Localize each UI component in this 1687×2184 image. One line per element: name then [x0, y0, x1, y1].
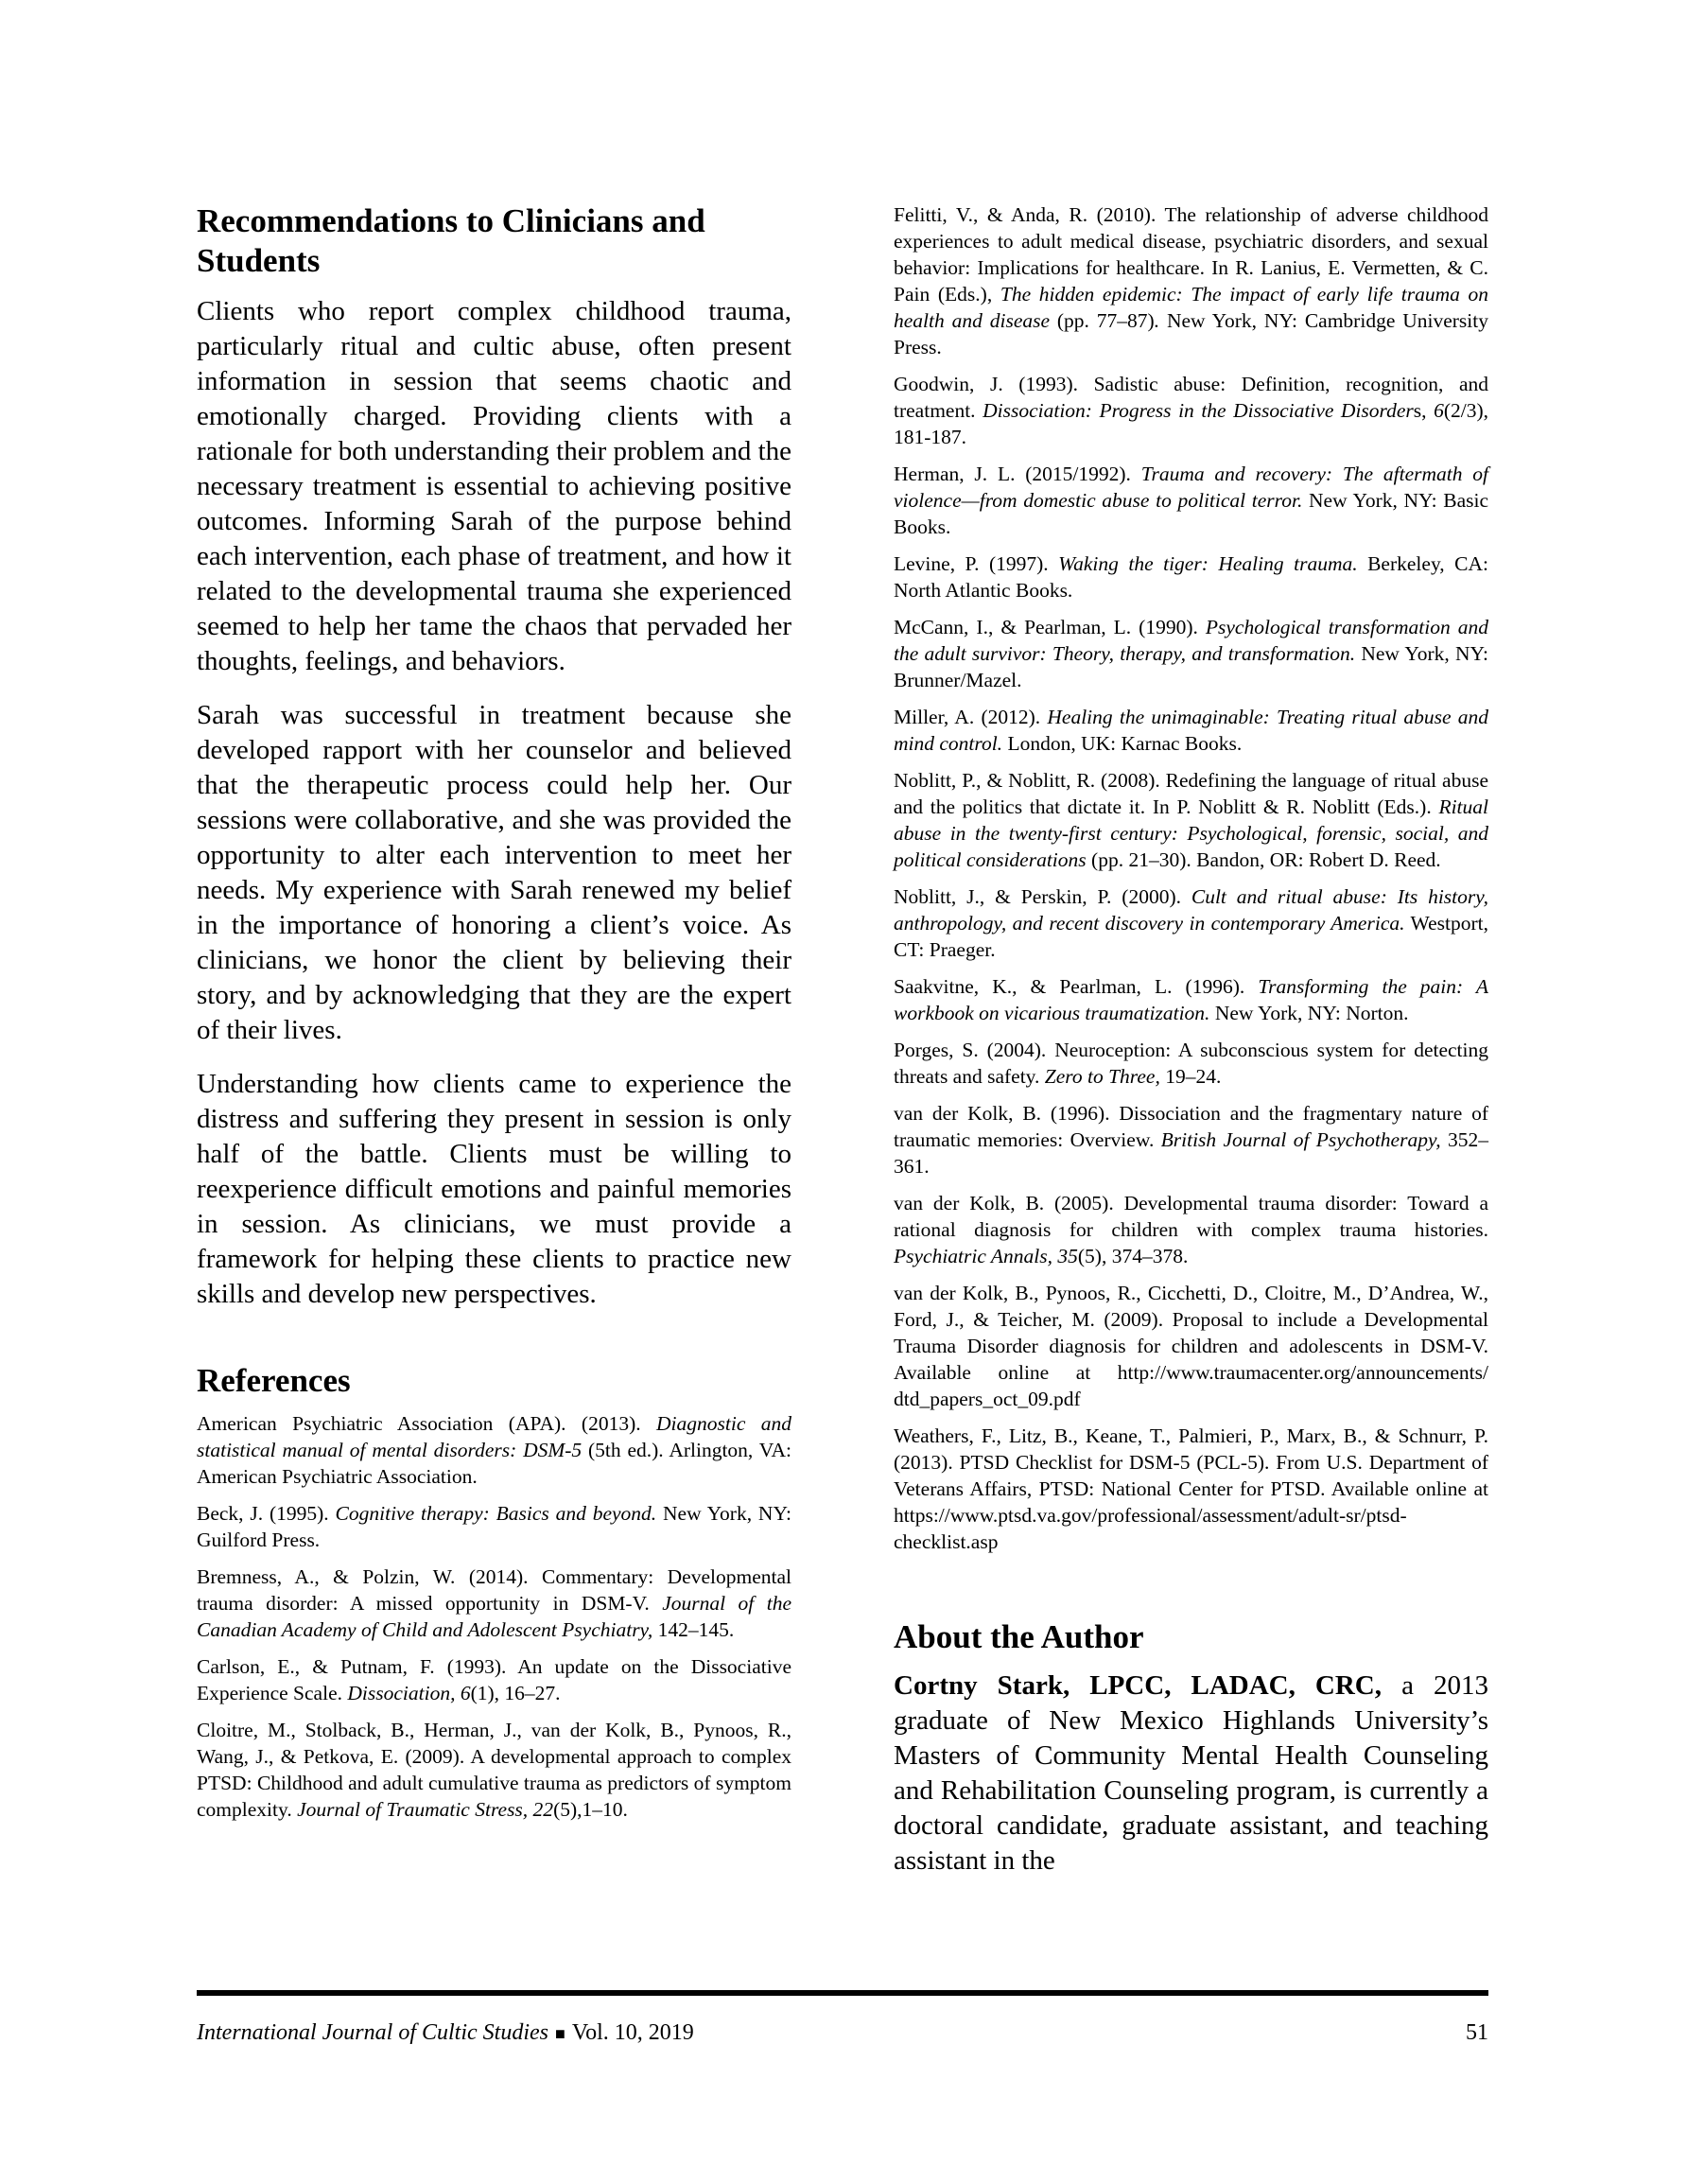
text-segment: Weathers, F., Litz, B., Keane, T., Palmieri, P., Marx, B., & Schnurr, P. (2013). PTSD Checklist for DSM-5 (PCL-5). From U.S. Department of Veterans Affairs, PTSD: National Center for PTSD. Available online at https://www.ptsd.va.gov/professional/​assessment/adult-sr/ptsd-checklist.asp [894, 1424, 1488, 1553]
text-segment: Healing the unimaginable: Treating ritual abuse and mind control. [894, 706, 1488, 755]
text-segment: Berkeley, CA: North Atlantic Books. [894, 552, 1488, 602]
text-segment: (5th ed.). Arlington, VA: American Psychiatric Association. [197, 1439, 791, 1488]
text-segment: Porges, S. (2004). Neuroception: A subconscious system for detecting threats and safety. [894, 1039, 1488, 1088]
volume-info: Vol. 10, 2019 [571, 2020, 694, 2045]
text-segment: Diagnostic and statistical manual of mental disorders: DSM-5 [197, 1412, 791, 1461]
page-number: 51 [1466, 2020, 1488, 2045]
text-segment: (5), 374–378. [1077, 1245, 1189, 1267]
two-column-layout [197, 201, 1488, 1897]
reference-entry [894, 1037, 1488, 1090]
text-segment: New York, NY: Brunner/Mazel. [894, 642, 1488, 691]
text-segment: Noblitt, P., & Noblitt, R. (2008). Redefining the language of ritual abuse and the politics that dictate it. In P. Noblitt & R. Noblitt (Eds.). [894, 769, 1488, 818]
reference-entry [894, 767, 1488, 873]
text-segment: Journal of Traumatic Stress, 22 [297, 1798, 554, 1821]
text-segment: (1), 16–27. [470, 1682, 561, 1704]
text-segment: New York, NY: Basic Books. [894, 489, 1488, 538]
text-segment: Saakvitne, K., & Pearlman, L. (1996). [894, 975, 1259, 998]
reference-entry [894, 614, 1488, 693]
text-segment: Waking the tiger: Healing trauma. [1058, 552, 1358, 575]
text-segment: 142–145. [652, 1618, 735, 1641]
body-paragraphs [197, 294, 791, 1312]
author-bio-paragraph [894, 1669, 1488, 1878]
text-segment: McCann, I., & Pearlman, L. (1990). [894, 616, 1206, 638]
text-segment: Miller, A. (2012). [894, 706, 1048, 728]
text-segment: The hidden epidemic: The impact of early life trauma on health and disease [894, 283, 1488, 332]
reference-entry [894, 1100, 1488, 1179]
text-segment: Ritual abuse in the twenty-first century: Psychological, forensic, social, and political considerations [894, 795, 1488, 871]
text-segment: Transforming the pain: A workbook on vicarious traumatization. [894, 975, 1488, 1024]
reference-entry [197, 1653, 791, 1706]
text-segment: New York, NY: Cambridge University Press. [894, 309, 1488, 358]
text-segment: (pp. 21–30). Bandon, OR: Robert D. Reed. [1086, 848, 1441, 871]
right-column [894, 201, 1488, 1897]
text-segment: London, UK: Karnac Books. [1002, 732, 1243, 755]
text-segment: Journal of the Canadian Academy of Child and Adolescent Psychiatry, [197, 1592, 791, 1641]
text-segment: Noblitt, J., & Perskin, P. (2000). [894, 885, 1191, 908]
text-segment: New York, NY: Norton. [1209, 1002, 1409, 1024]
body-paragraph: Clients who report complex childhood trauma, particularly ritual and cultic abuse, often present information in session that seems chaotic and emotionally charged. Providing clients with a rationale for both understanding their problem and the necessary treatment is essential to achieving positive outcomes. Informing Sarah of the purpose behind each intervention, each phase of treatment, and how it related to the developmental trauma she experienced seemed to help her tame the chaos that pervaded her thoughts, feelings, and behaviors. [197, 296, 791, 676]
text-segment: Trauma and recovery: The aftermath of violence—from domestic abuse to political terror. [894, 463, 1488, 512]
text-segment: (2/3), 181-187. [894, 399, 1488, 448]
references-list-right [894, 201, 1488, 1555]
reference-entry [197, 1500, 791, 1553]
text-segment: Goodwin, J. (1993). Sadistic abuse: Definition, recognition, and treatment. [894, 373, 1488, 422]
reference-entry [894, 461, 1488, 540]
text-segment: s, [1413, 399, 1435, 422]
text-segment: Carlson, E., & Putnam, F. (1993). An update on the Dissociative Experience Scale. [197, 1655, 791, 1704]
text-segment: Felitti, V., & Anda, R. (2010). The relationship of adverse childhood experiences to adult medical disease, psychiatric disorders, and sexual behavior: Implications for healthcare. In R. Lanius, E. Vermetten, & C. Pain (Eds.), [894, 203, 1488, 306]
text-segment: Levine, P. (1997). [894, 552, 1059, 575]
text-segment: Bremness, A., & Polzin, W. (2014). Commentary: Developmental trauma disorder: A missed opportunity in DSM-V. [197, 1565, 791, 1615]
text-segment: Herman, J. L. (2015/1992). [894, 463, 1141, 485]
reference-entry [894, 883, 1488, 963]
section-heading-recommendations: Recommendations to Clinicians and Students [197, 202, 705, 279]
text-segment: 352–361. [894, 1128, 1489, 1178]
about-author-heading: About the Author [894, 1618, 1144, 1655]
text-segment: British Journal of Psychotherapy, [1160, 1128, 1441, 1151]
reference-entry [197, 1564, 791, 1643]
references-heading: References [197, 1362, 351, 1399]
reference-entry [894, 704, 1488, 757]
page-footer [197, 1990, 1488, 2048]
journal-title: International Journal of Cultic Studies [197, 2020, 548, 2045]
text-segment: . [1154, 309, 1160, 332]
footer-journal-info [197, 2018, 694, 2048]
body-paragraph: Sarah was successful in treatment because she developed rapport with her counselor and believed that the therapeutic process could help her. Our sessions were collaborative, and she was provided the opportunity to alter each intervention to meet her needs. My experience with Sarah renewed my belief in the importance of honoring a client’s voice. As clinicians, we honor the client by believing their story, and by acknowledging that they are the expert of their lives. [197, 700, 791, 1045]
reference-entry [894, 1423, 1488, 1555]
text-segment: 19–24. [1159, 1065, 1222, 1088]
reference-entry [197, 1410, 791, 1490]
text-segment: Cognitive therapy: Basics and beyond. [335, 1502, 657, 1525]
text-segment: a 2013 graduate of New Mexico Highlands University’s Masters of Community Mental Health Counseling and Rehabilitation Counseling program, is currently a doctoral candidate, graduate assistant, and teaching assistant in the [894, 1670, 1489, 1876]
text-segment: van der Kolk, B., Pynoos, R., Cicchetti, D., Cloitre, M., D’Andrea, W., Ford, J., & Teicher, M. (2009). Proposal to include a Developmental Trauma Disorder diagnosis for children and adolescents in DSM-V. Available online at http://www.traumacenter.org/announcements/​dtd_papers_oct_09.pdf [894, 1282, 1488, 1410]
reference-entry [894, 550, 1488, 603]
text-segment: (5),1–10. [553, 1798, 628, 1821]
body-paragraph: Understanding how clients came to experience the distress and suffering they present in session is only half of the battle. Clients must be willing to reexperience difficult emotions and painful memories in session. As clinicians, we must provide a framework for helping these clients to practice new skills and develop new perspectives. [197, 1069, 791, 1309]
text-segment: American Psychiatric Association (APA). (2013). [197, 1412, 656, 1435]
reference-entry [894, 201, 1488, 360]
text-segment: 6 [1434, 399, 1444, 422]
text-segment: Zero to Three, [1044, 1065, 1160, 1088]
reference-entry [894, 1280, 1488, 1412]
text-segment: Dissociation, 6 [347, 1682, 471, 1704]
text-segment: (pp. 77–87) [1050, 309, 1155, 332]
text-segment: Beck, J. (1995). [197, 1502, 336, 1525]
text-segment: van der Kolk, B. (1996). Dissociation and the fragmentary nature of traumatic memories: Overview. [894, 1102, 1488, 1151]
references-list-left [197, 1410, 791, 1823]
reference-entry [197, 1717, 791, 1823]
left-column [197, 201, 791, 1897]
reference-entry [894, 973, 1488, 1026]
text-segment: Cult and ritual abuse: Its history, anthropology, and recent discovery in contemporary America. [894, 885, 1488, 935]
text-segment: Cortny Stark, LPCC, LADAC, CRC, [894, 1670, 1383, 1701]
square-bullet-icon: ■ [554, 2024, 565, 2043]
text-segment: Psychiatric Annals, 35 [894, 1245, 1078, 1267]
text-segment: Cloitre, M., Stolback, B., Herman, J., van der Kolk, B., Pynoos, R., Wang, J., & Petkova, E. (2009). A developmental approach to complex PTSD: Childhood and adult cumulative trauma as predictors of symptom complexity. [197, 1719, 791, 1821]
text-segment: Psychological transformation and the adult survivor: Theory, therapy, and transformation. [894, 616, 1488, 665]
text-segment: New York, NY: Guilford Press. [197, 1502, 791, 1551]
text-segment: van der Kolk, B. (2005). Developmental trauma disorder: Toward a rational diagnosis for children with complex trauma histories. [894, 1192, 1488, 1241]
reference-entry [894, 371, 1488, 450]
text-segment: Dissociation: Progress in the Dissociative Disorder [983, 399, 1414, 422]
text-segment: Westport, CT: Praeger. [894, 912, 1488, 961]
reference-entry [894, 1190, 1488, 1269]
